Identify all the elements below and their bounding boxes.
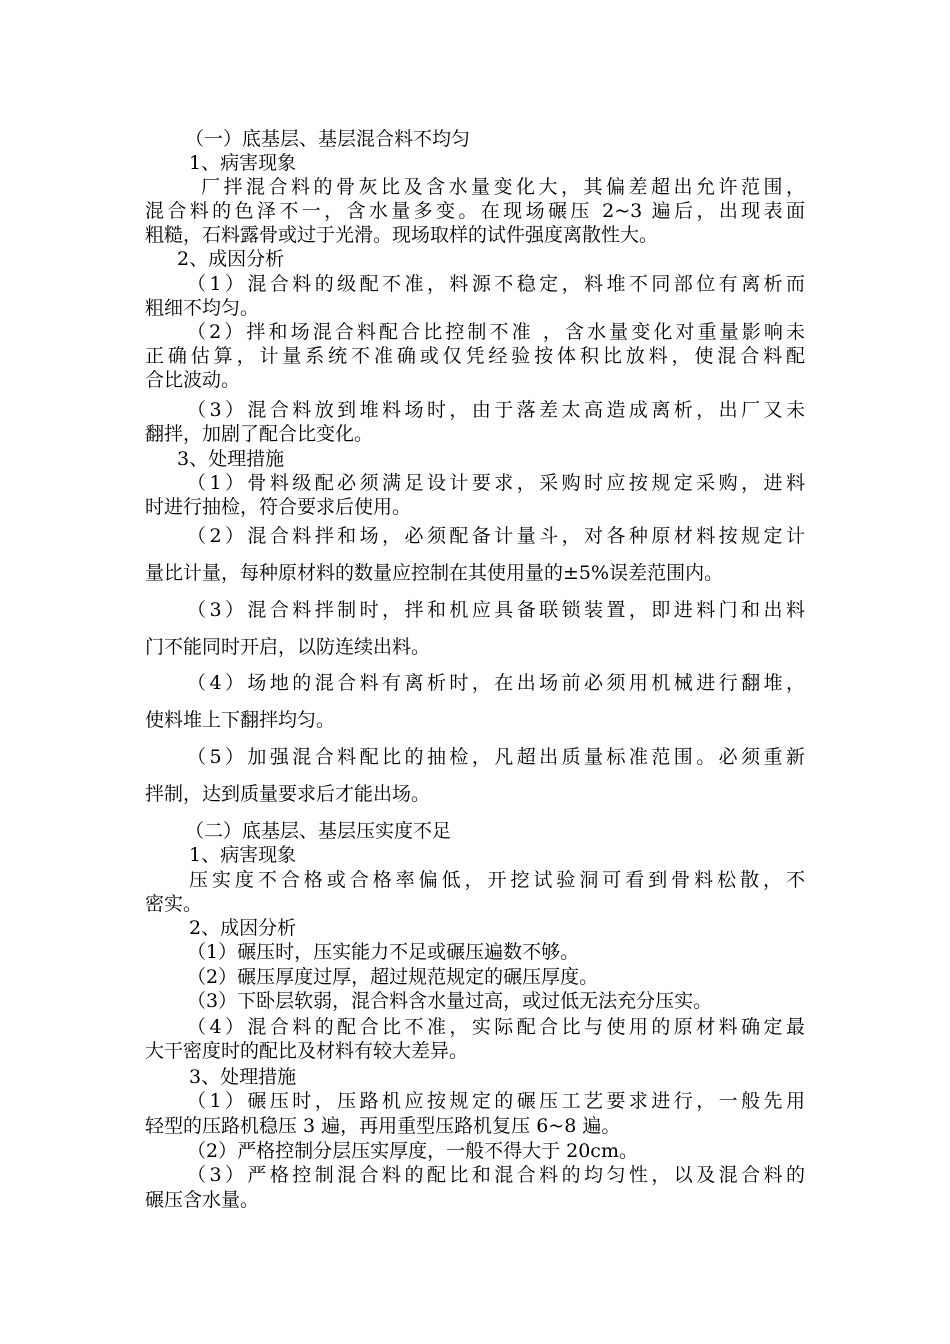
list-item-line: （2）严格控制分层压实厚度，一般不得大于 20cm。 (187, 1140, 638, 1162)
list-item-line: 使料堆上下翻拌均匀。 (145, 709, 336, 731)
list-item-line: 正确估算，计量系统不准确或仅凭经验按体积比放料，使混合料配 (145, 345, 805, 367)
subsection-title: 1、病害现象 (189, 844, 297, 866)
subsection-title: 2、成因分析 (177, 248, 285, 270)
list-item-line: 粗细不均匀。 (145, 297, 260, 319)
list-item-line: （3）下卧层软弱，混合料含水量过高，或过低无法充分压实。 (187, 990, 713, 1012)
list-item-line: （4）混合料的配合比不准，实际配合比与使用的原材料确定最 (187, 1016, 805, 1038)
list-item-line: （2）拌和场混合料配合比控制不准 ，含水量变化对重量影响未 (187, 321, 805, 343)
paragraph-line: 密实。 (145, 893, 203, 915)
list-item-line: 碾压含水量。 (145, 1189, 260, 1211)
list-item-line: 轻型的压路机稳压 3 遍，再用重型压路机复压 6~8 遍。 (145, 1115, 621, 1137)
section-heading: （一）底基层、基层混合料不均匀 (185, 128, 471, 150)
paragraph-line: 压实度不合格或合格率偏低，开挖试验洞可看到骨料松散，不 (189, 869, 805, 891)
list-item-line: 量比计量，每种原材料的数量应控制在其使用量的±5%误差范围内。 (145, 562, 724, 584)
section-heading: （二）底基层、基层压实度不足 (185, 820, 452, 842)
list-item-line: （5）加强混合料配比的抽检，凡超出质量标准范围。必须重新 (187, 746, 805, 768)
list-item-line: （1）骨料级配必须满足设计要求，采购时应按规定采购，进料 (187, 472, 805, 494)
list-item-line: 大干密度时的配比及材料有较大差异。 (145, 1040, 469, 1062)
list-item-line: 门不能同时开启，以防连续出料。 (145, 636, 431, 658)
paragraph-line: 混合料的色泽不一，含水量多变。在现场碾压 2~3 遍后，出现表面 (145, 200, 805, 222)
list-item-line: （4）场地的混合料有离析时，在出场前必须用机械进行翻堆， (187, 672, 805, 694)
subsection-title: 1、病害现象 (189, 152, 297, 174)
list-item-line: （1）碾压时，压路机应按规定的碾压工艺要求进行，一般先用 (187, 1090, 805, 1112)
list-item-line: 翻拌，加剧了配合比变化。 (145, 423, 374, 445)
subsection-title: 2、成因分析 (189, 917, 297, 939)
paragraph-line: 粗糙，石料露骨或过于光滑。现场取样的试件强度离散性大。 (145, 224, 659, 246)
list-item-line: 时进行抽检，符合要求后使用。 (145, 496, 412, 518)
list-item-line: （2）碾压厚度过厚，超过规范规定的碾压厚度。 (187, 966, 599, 988)
list-item-line: 合比波动。 (145, 369, 241, 391)
list-item-line: （3）严格控制混合料的配比和混合料的均匀性，以及混合料的 (187, 1164, 805, 1186)
list-item-line: 拌制，达到质量要求后才能出场。 (145, 783, 431, 805)
list-item-line: （1）碾压时，压实能力不足或碾压遍数不够。 (187, 941, 580, 963)
list-item-line: （3）混合料放到堆料场时，由于落差太高造成离析，出厂又未 (187, 399, 805, 421)
subsection-title: 3、处理措施 (177, 448, 285, 470)
list-item-line: （1）混合料的级配不准，料源不稳定，料堆不同部位有离析而 (187, 273, 805, 295)
subsection-title: 3、处理措施 (189, 1066, 297, 1088)
list-item-line: （2）混合料拌和场，必须配备计量斗，对各种原材料按规定计 (187, 525, 805, 547)
list-item-line: （3）混合料拌制时，拌和机应具备联锁装置，即进料门和出料 (187, 599, 805, 621)
paragraph-line: 厂拌混合料的骨灰比及含水量变化大，其偏差超出允许范围， (201, 176, 805, 198)
